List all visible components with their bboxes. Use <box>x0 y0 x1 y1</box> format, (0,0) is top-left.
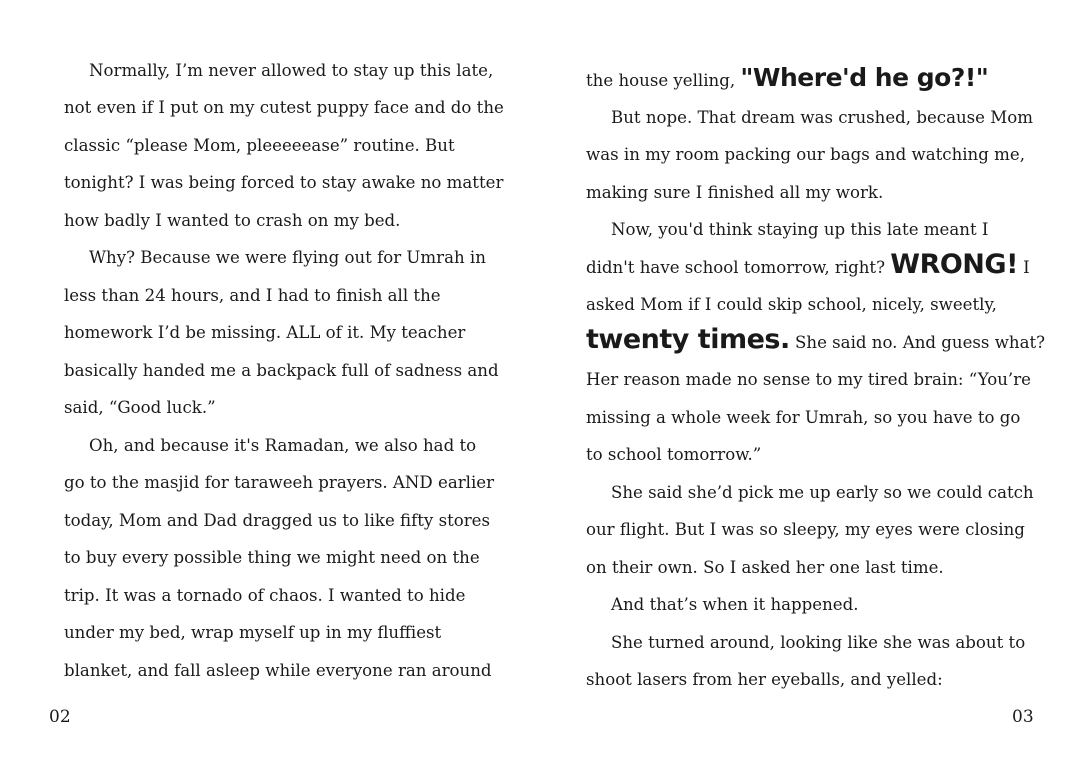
text-line: Now, you'd think staying up this late meant I <box>611 220 989 239</box>
text-line: said, “Good luck.” <box>64 398 216 417</box>
text-line: basically handed me a backpack full of sadness and <box>64 361 499 380</box>
text-line: She turned around, looking like she was about to <box>611 633 1026 652</box>
text-line: Oh, and because it's Ramadan, we also had to <box>89 436 477 455</box>
text-line: under my bed, wrap myself up in my fluffiest <box>64 623 442 642</box>
page-number: 02 <box>49 707 71 727</box>
shout-text: "Where'd he go?!" <box>740 63 989 92</box>
text-line: our flight. But I was so sleepy, my eyes were closing <box>586 520 1025 539</box>
text-line: not even if I put on my cutest puppy face and do the <box>64 98 504 117</box>
text-line: to buy every possible thing we might need on the <box>64 548 480 567</box>
text-line: less than 24 hours, and I had to finish all the <box>64 286 441 305</box>
text-line: Normally, I’m never allowed to stay up this late, <box>89 61 494 80</box>
text-line: And that’s when it happened. <box>611 595 859 614</box>
text-line: how badly I wanted to crash on my bed. <box>64 211 401 230</box>
text-line: on their own. So I asked her one last time. <box>586 558 944 577</box>
line-text: didn't have school tomorrow, right? <box>586 258 885 277</box>
text-line: tonight? I was being forced to stay awake no matter <box>64 173 504 192</box>
text-line <box>586 63 989 92</box>
text-line: asked Mom if I could skip school, nicely, sweetly, <box>586 295 997 314</box>
line-text: the house yelling, <box>586 71 736 90</box>
text-line: making sure I finished all my work. <box>586 183 884 202</box>
text-line: Her reason made no sense to my tired brain: “You’re <box>586 370 1031 389</box>
page-number: 03 <box>1012 707 1034 727</box>
right-page <box>540 0 1080 765</box>
text-line <box>586 324 1046 355</box>
text-line: was in my room packing our bags and watching me, <box>586 145 1025 164</box>
text-line: classic “please Mom, pleeeeease” routine. But <box>64 136 455 155</box>
text-line: trip. It was a tornado of chaos. I wanted to hide <box>64 586 466 605</box>
text-line: blanket, and fall asleep while everyone ran around <box>64 661 492 680</box>
text-line: to school tomorrow.” <box>586 445 762 464</box>
text-line: homework I’d be missing. ALL of it. My teacher <box>64 323 466 342</box>
shout-text: WRONG! <box>890 249 1018 280</box>
text-line: Why? Because we were flying out for Umrah in <box>89 248 486 267</box>
shout-text: twenty times. <box>586 324 790 355</box>
line-text: I <box>1023 258 1030 277</box>
line-text: She said no. And guess what? <box>795 333 1046 352</box>
text-line <box>586 249 1030 280</box>
text-line: shoot lasers from her eyeballs, and yelled: <box>586 670 943 689</box>
text-line: missing a whole week for Umrah, so you have to go <box>586 408 1021 427</box>
text-line: go to the masjid for taraweeh prayers. AND earlier <box>64 473 495 492</box>
text-line: today, Mom and Dad dragged us to like fifty stores <box>64 511 491 530</box>
text-line: But nope. That dream was crushed, because Mom <box>611 108 1033 127</box>
text-line: She said she’d pick me up early so we could catch <box>611 483 1034 502</box>
